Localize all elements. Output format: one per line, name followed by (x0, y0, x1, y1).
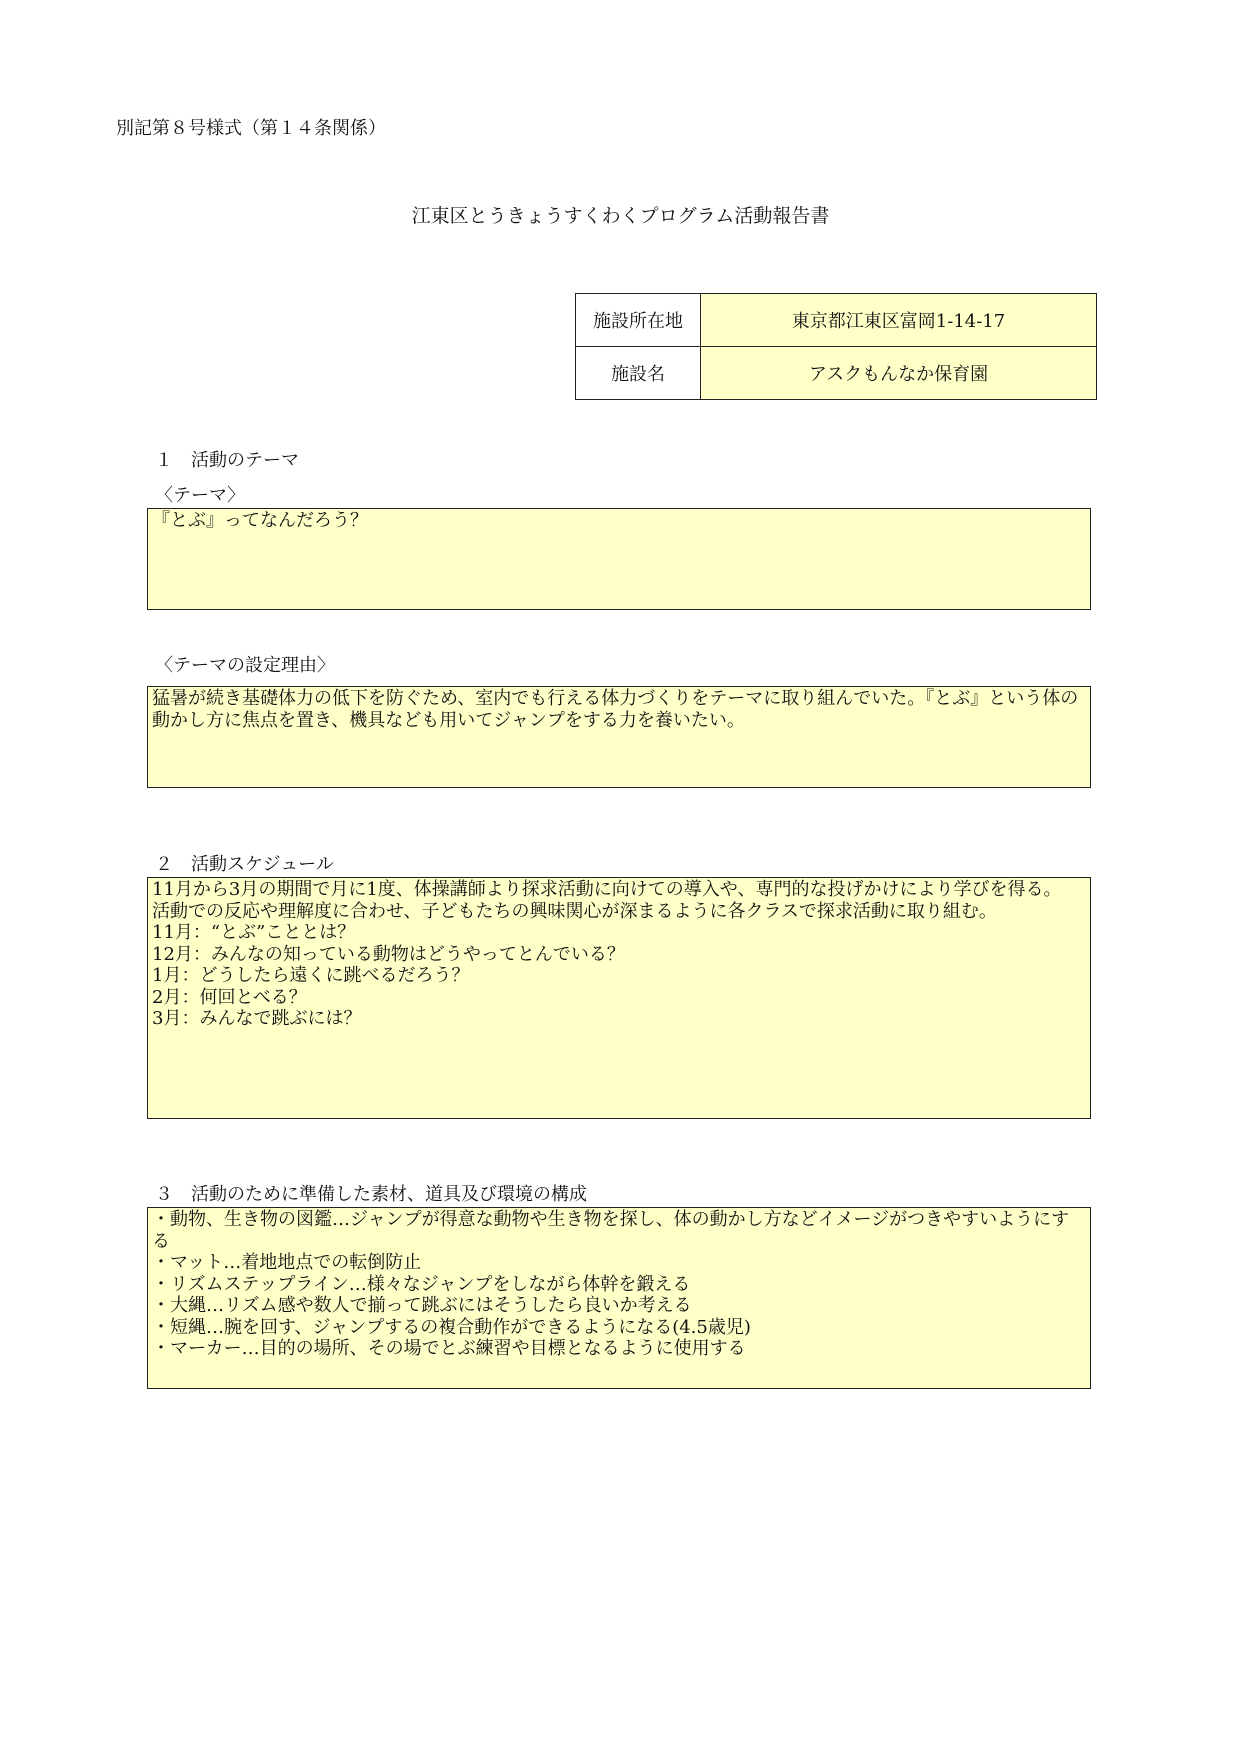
facility-address-label: 施設所在地 (576, 294, 701, 347)
schedule-line: 12月：みんなの知っている動物はどうやってとんでいる？ (152, 943, 625, 965)
section3-heading: ３ 活動のために準備した素材、道具及び環境の構成 (155, 1184, 587, 1205)
facility-address-value: 東京都江東区富岡1-14-17 (701, 294, 1097, 347)
materials-line: ・短縄…腕を回す、ジャンプするの複合動作ができるようになる(4.5歳児) (152, 1316, 751, 1338)
schedule-line: 1月：どうしたら遠くに跳べるだろう？ (152, 965, 470, 986)
section1-heading: １ 活動のテーマ (155, 450, 299, 471)
schedule-line: 11月：“とぶ”こととは？ (152, 922, 356, 943)
schedule-line: 活動での反応や理解度に合わせ、子どもたちの興味関心が深まるように各クラスで探求活動に取り組む。 (152, 900, 997, 922)
theme-reason-label: 〈テーマの設定理由〉 (155, 655, 335, 676)
theme-reason-box (147, 686, 1091, 788)
section2-heading: ２ 活動スケジュール (155, 854, 334, 875)
materials-line: ・大縄…リズム感や数人で揃って跳ぶにはそうしたら良いか考える (152, 1295, 692, 1316)
schedule-box (147, 877, 1091, 1119)
schedule-line: 2月：何回とべる？ (152, 986, 307, 1008)
schedule-line: 3月：みんなで跳ぶには？ (152, 1008, 362, 1029)
theme-reason-text: 猛暑が続き基礎体力の低下を防ぐため、室内でも行える体力づくりをテーマに取り組んでいた。『とぶ』という体の動かし方に焦点を置き、機具なども用いてジャンプをする力を養いたい。 (152, 688, 1079, 731)
theme-box (147, 508, 1091, 610)
facility-name-label: 施設名 (576, 347, 701, 400)
schedule-line: 11月から3月の期間で月に1度、体操講師より探求活動に向けての導入や、専門的な投げかけにより学びを得る。 (152, 879, 1062, 900)
facility-info-table (575, 293, 1097, 400)
document-title: 江東区とうきょうすくわくプログラム活動報告書 (411, 205, 830, 227)
facility-name-value: アスクもんなか保育園 (701, 347, 1097, 400)
theme-label: 〈テーマ〉 (155, 485, 245, 506)
materials-line: ・リズムステップライン…様々なジャンプをしながら体幹を鍛える (152, 1273, 691, 1295)
facility-name-row (576, 347, 1097, 400)
facility-address-row (576, 294, 1097, 347)
materials-line: ・マーカー…目的の場所、その場でとぶ練習や目標となるように使用する (152, 1338, 746, 1359)
form-number: 別記第８号様式（第１４条関係） (116, 118, 386, 139)
materials-line: ・マット…着地地点での転倒防止 (152, 1252, 422, 1273)
materials-line: ・動物、生き物の図鑑…ジャンプが得意な動物や生き物を探し、体の動かし方などイメージがつきやすいようにする (152, 1209, 1070, 1252)
materials-box (147, 1207, 1091, 1389)
theme-text: 『とぶ』ってなんだろう？ (152, 510, 368, 531)
